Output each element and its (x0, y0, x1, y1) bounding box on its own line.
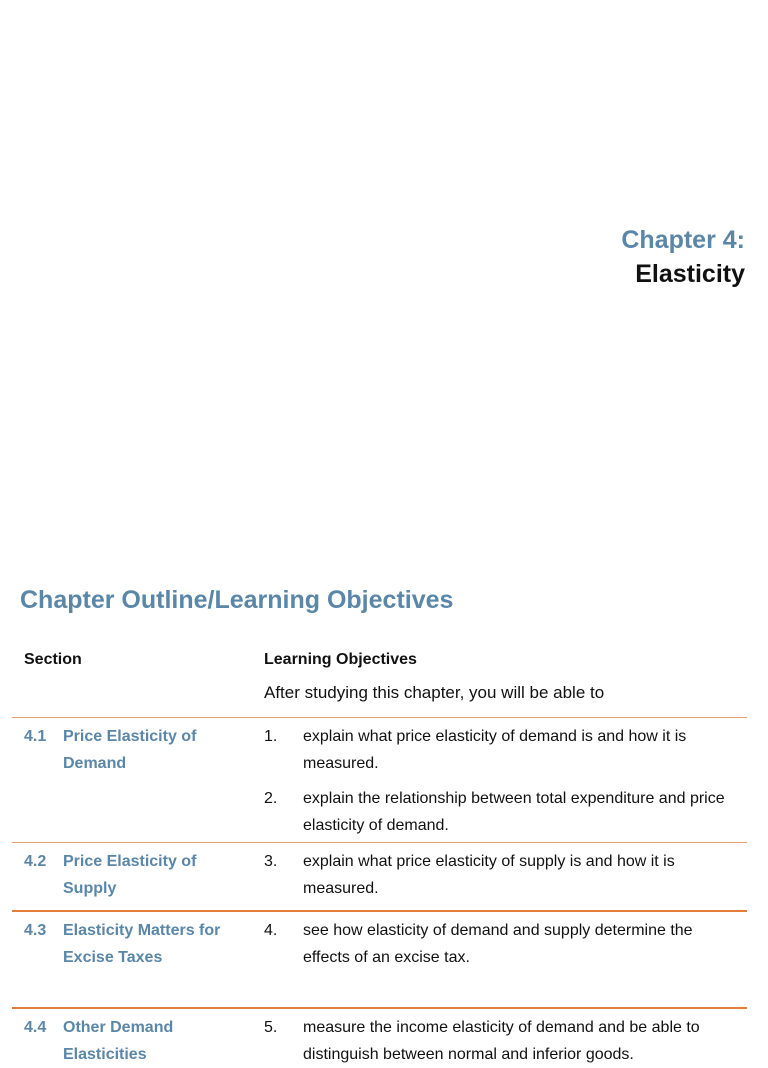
objective-number: 3. (264, 853, 278, 870)
objective-5 (264, 1014, 744, 1068)
objective-3 (264, 848, 744, 902)
row-divider (12, 910, 747, 912)
row-divider (12, 1007, 747, 1009)
section-name: Elasticity Matters for Excise Taxes (63, 922, 221, 966)
objective-number: 4. (264, 922, 278, 939)
objective-text: explain what price elasticity of supply is and how it is measured. (303, 853, 675, 897)
objective-number: 5. (264, 1019, 278, 1036)
section-number: 4.4 (24, 1019, 47, 1036)
objective-text: explain the relationship between total expenditure and price elasticity of demand. (303, 790, 725, 834)
chapter-heading (621, 224, 745, 292)
section-name: Price Elasticity of Demand (63, 728, 197, 772)
row-divider (12, 842, 747, 843)
objectives-column-header: Learning Objectives (264, 651, 417, 668)
objective-4 (264, 917, 744, 971)
section-4-3 (24, 917, 243, 971)
objective-text: measure the income elasticity of demand and be able to distinguish between normal and inferior goods. (303, 1019, 700, 1063)
section-name: Other Demand Elasticities (63, 1019, 174, 1063)
section-4-1 (24, 723, 243, 777)
row-divider (12, 717, 747, 718)
chapter-label: Chapter 4: (621, 226, 745, 254)
section-number: 4.3 (24, 922, 47, 939)
objective-1 (264, 723, 744, 777)
objective-text: explain what price elasticity of demand is and how it is measured. (303, 728, 687, 772)
section-number: 4.1 (24, 728, 47, 745)
section-4-2 (24, 848, 243, 902)
objective-2 (264, 785, 744, 839)
section-number: 4.2 (24, 853, 47, 870)
outline-heading: Chapter Outline/Learning Objectives (20, 586, 454, 614)
objective-number: 2. (264, 790, 278, 807)
section-name: Price Elasticity of Supply (63, 853, 197, 897)
objectives-intro: After studying this chapter, you will be able to (264, 683, 605, 702)
objective-number: 1. (264, 728, 278, 745)
section-column-header: Section (24, 651, 82, 668)
section-4-4 (24, 1014, 243, 1068)
chapter-title: Elasticity (635, 260, 745, 288)
objective-text: see how elasticity of demand and supply determine the effects of an excise tax. (303, 922, 693, 966)
